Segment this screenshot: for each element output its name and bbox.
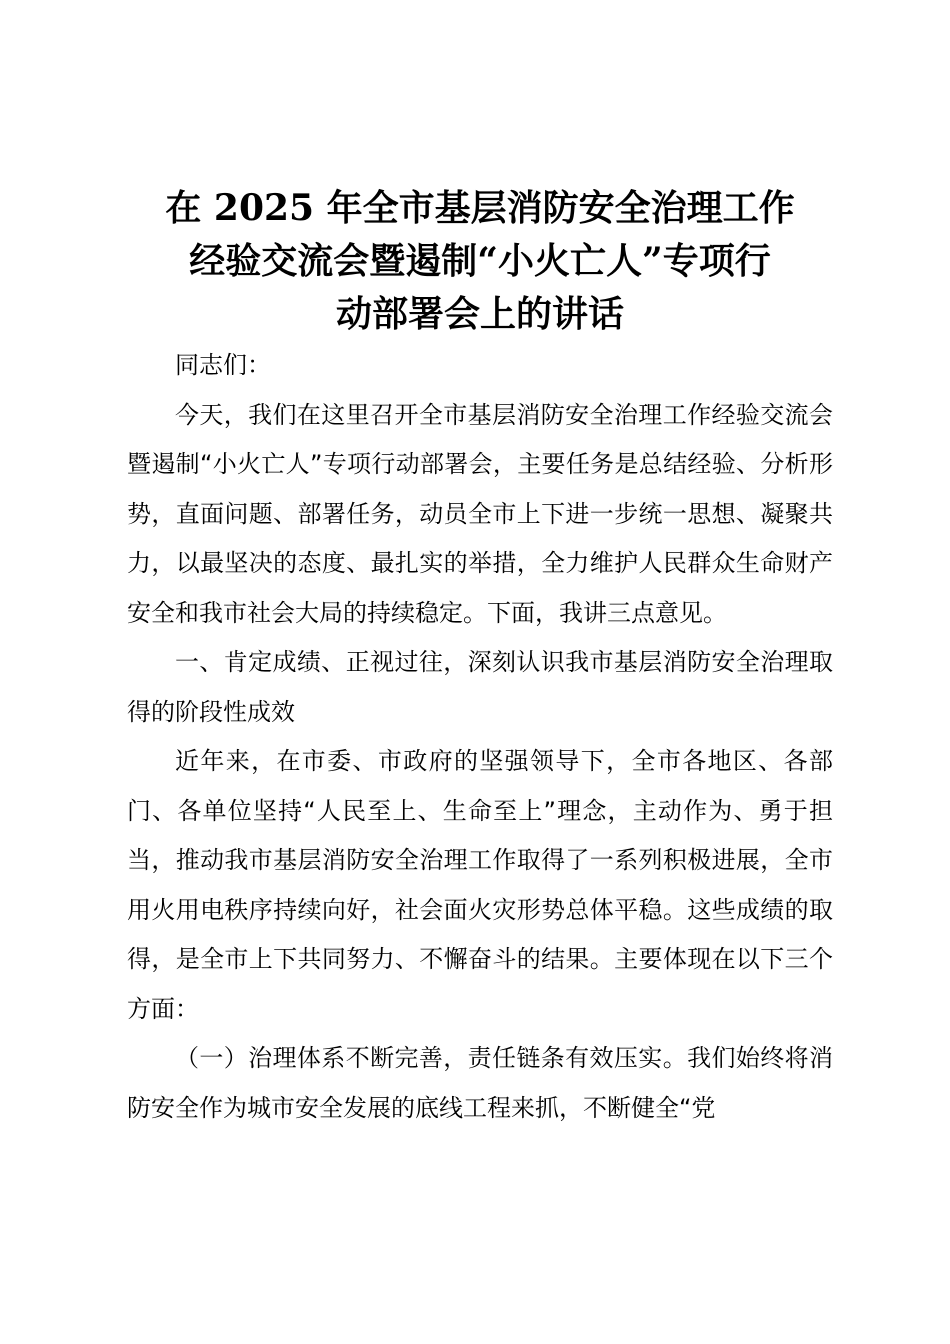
title-line-3: 动部署会上的讲话 — [335, 293, 624, 335]
title-line-1: 在 2025 年全市基层消防安全治理工作 — [165, 187, 795, 229]
document-body — [127, 341, 833, 1133]
salutation: 同志们： — [175, 351, 271, 379]
section-heading-1: 一、肯定成绩、正视过往，深刻认识我市基层消防安全治理取得的阶段性成效 — [127, 648, 833, 726]
subsection-1: （一）治理体系不断完善，责任链条有效压实。我们始终将消防安全作为城市安全发展的底线工程来抓，不断健全“党 — [127, 1044, 833, 1122]
document-title — [127, 182, 833, 341]
document-content — [127, 182, 833, 1133]
paragraph-intro: 今天，我们在这里召开全市基层消防安全治理工作经验交流会暨遏制“小火亡人”专项行动部署会，主要任务是总结经验、分析形势，直面问题、部署任务，动员全市上下进一步统一思想、凝聚共力，以最坚决的态度、最扎实的举措，全力维护人民群众生命财产安全和我市社会大局的持续稳定。下面，我讲三点意见。 — [127, 400, 833, 627]
paragraph-achievements: 近年来，在市委、市政府的坚强领导下，全市各地区、各部门、各单位坚持“人民至上、生命至上”理念，主动作为、勇于担当，推动我市基层消防安全治理工作取得了一系列积极进展，全市用火用电秩序持续向好，社会面火灾形势总体平稳。这些成绩的取得，是全市上下共同努力、不懈奋斗的结果。主要体现在以下三个方面： — [127, 747, 833, 1023]
title-line-2: 经验交流会暨遏制“小火亡人”专项行 — [189, 240, 771, 282]
